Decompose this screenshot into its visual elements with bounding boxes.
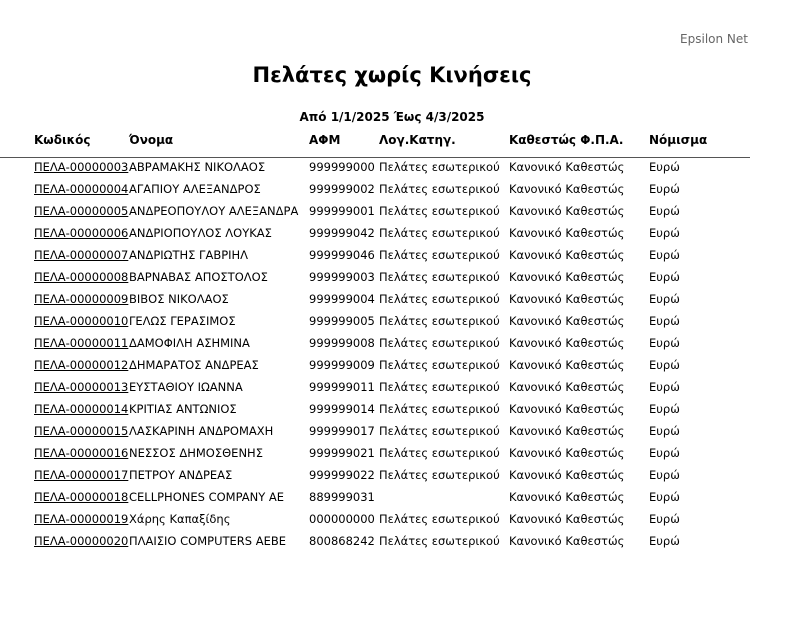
table-row — [0, 398, 750, 420]
customer-category: Πελάτες εσωτερικού — [379, 160, 500, 174]
customer-afm: 999999046 — [309, 248, 375, 262]
customer-currency: Ευρώ — [649, 380, 680, 394]
customer-name: ΑΝΔΡΕΟΠΟΥΛΟΥ ΑΛΕΞΑΝΔΡΑ — [129, 204, 299, 218]
customer-vat-status: Κανονικό Καθεστώς — [509, 380, 625, 394]
customer-name: ΑΓΑΠΙΟΥ ΑΛΕΞΑΝΔΡΟΣ — [129, 182, 261, 196]
customer-currency: Ευρώ — [649, 160, 680, 174]
column-header-currency: Νόμισμα — [649, 133, 708, 147]
customer-name: ΝΕΣΣΟΣ ΔΗΜΟΣΘΕΝΗΣ — [129, 446, 263, 460]
customer-afm: 000000000 — [309, 512, 375, 526]
customer-code-link[interactable]: ΠΕΛΑ-00000007 — [34, 248, 129, 262]
customer-vat-status: Κανονικό Καθεστώς — [509, 468, 625, 482]
table-row — [0, 464, 750, 486]
customer-afm: 999999014 — [309, 402, 375, 416]
customer-name: ΒΑΡΝΑΒΑΣ ΑΠΟΣΤΟΛΟΣ — [129, 270, 268, 284]
customer-vat-status: Κανονικό Καθεστώς — [509, 204, 625, 218]
customer-category: Πελάτες εσωτερικού — [379, 402, 500, 416]
customer-code-link[interactable]: ΠΕΛΑ-00000020 — [34, 534, 129, 548]
table-row — [0, 442, 750, 464]
customer-afm: 999999021 — [309, 446, 375, 460]
customer-category: Πελάτες εσωτερικού — [379, 314, 500, 328]
customer-name: ΠΛΑΙΣΙΟ COMPUTERS AEBE — [129, 534, 287, 548]
table-row — [0, 486, 750, 508]
customer-name: ΑΝΔΡΙΩΤΗΣ ΓΑΒΡΙΗΛ — [129, 248, 249, 262]
customer-name: ΛΑΣΚΑΡΙΝΗ ΑΝΔΡΟΜΑΧΗ — [129, 424, 274, 438]
customer-currency: Ευρώ — [649, 402, 680, 416]
customer-afm: 999999001 — [309, 204, 375, 218]
report-title: Πελάτες χωρίς Κινήσεις — [252, 63, 532, 87]
customer-vat-status: Κανονικό Καθεστώς — [509, 424, 625, 438]
column-header-code: Κωδικός — [34, 133, 91, 147]
customer-currency: Ευρώ — [649, 424, 680, 438]
customer-currency: Ευρώ — [649, 490, 680, 504]
customer-afm: 999999004 — [309, 292, 375, 306]
customer-code-link[interactable]: ΠΕΛΑ-00000017 — [34, 468, 129, 482]
customer-afm: 999999008 — [309, 336, 375, 350]
customer-code-link[interactable]: ΠΕΛΑ-00000016 — [34, 446, 129, 460]
customer-category: Πελάτες εσωτερικού — [379, 248, 500, 262]
customer-vat-status: Κανονικό Καθεστώς — [509, 160, 625, 174]
column-header-afm: ΑΦΜ — [309, 133, 341, 147]
customer-code-link[interactable]: ΠΕΛΑ-00000009 — [34, 292, 129, 306]
table-row — [0, 420, 750, 442]
customer-currency: Ευρώ — [649, 358, 680, 372]
customer-name: ΑΝΔΡΙΟΠΟΥΛΟΣ ΛΟΥΚΑΣ — [129, 226, 272, 240]
customer-category: Πελάτες εσωτερικού — [379, 512, 500, 526]
table-row — [0, 156, 750, 178]
customer-afm: 999999000 — [309, 160, 375, 174]
customer-name: Χάρης Καπαξίδης — [129, 512, 231, 526]
customer-code-link[interactable]: ΠΕΛΑ-00000011 — [34, 336, 129, 350]
customer-code-link[interactable]: ΠΕΛΑ-00000006 — [34, 226, 129, 240]
customer-name: ΓΕΛΩΣ ΓΕΡΑΣΙΜΟΣ — [129, 314, 236, 328]
customer-currency: Ευρώ — [649, 336, 680, 350]
customer-currency: Ευρώ — [649, 534, 680, 548]
customer-name: ΒΙΒΟΣ ΝΙΚΟΛΑΟΣ — [129, 292, 229, 306]
table-row — [0, 310, 750, 332]
customer-category: Πελάτες εσωτερικού — [379, 270, 500, 284]
customer-name: ΔΗΜΑΡΑΤΟΣ ΑΝΔΡΕΑΣ — [129, 358, 259, 372]
table-row — [0, 376, 750, 398]
table-row — [0, 266, 750, 288]
customer-afm: 999999042 — [309, 226, 375, 240]
customer-currency: Ευρώ — [649, 204, 680, 218]
customer-code-link[interactable]: ΠΕΛΑ-00000012 — [34, 358, 129, 372]
customer-vat-status: Κανονικό Καθεστώς — [509, 490, 625, 504]
table-row — [0, 178, 750, 200]
customer-name: ΚΡΙΤΙΑΣ ΑΝΤΩΝΙΟΣ — [129, 402, 237, 416]
customer-category: Πελάτες εσωτερικού — [379, 446, 500, 460]
report-date-range: Από 1/1/2025 Έως 4/3/2025 — [299, 110, 485, 124]
customer-vat-status: Κανονικό Καθεστώς — [509, 336, 625, 350]
customer-name: CELLPHONES COMPANY AE — [129, 490, 285, 504]
customer-category: Πελάτες εσωτερικού — [379, 336, 500, 350]
customer-code-link[interactable]: ΠΕΛΑ-00000003 — [34, 160, 129, 174]
customer-category: Πελάτες εσωτερικού — [379, 358, 500, 372]
customer-category: Πελάτες εσωτερικού — [379, 534, 500, 548]
customer-afm: 999999005 — [309, 314, 375, 328]
table-row — [0, 530, 750, 552]
customer-vat-status: Κανονικό Καθεστώς — [509, 314, 625, 328]
customer-code-link[interactable]: ΠΕΛΑ-00000005 — [34, 204, 129, 218]
customer-currency: Ευρώ — [649, 468, 680, 482]
customer-code-link[interactable]: ΠΕΛΑ-00000004 — [34, 182, 129, 196]
customer-currency: Ευρώ — [649, 248, 680, 262]
customer-currency: Ευρώ — [649, 292, 680, 306]
customer-code-link[interactable]: ΠΕΛΑ-00000010 — [34, 314, 129, 328]
brand-name: Epsilon Net — [680, 32, 748, 46]
customer-currency: Ευρώ — [649, 512, 680, 526]
column-header-vat-status: Καθεστώς Φ.Π.Α. — [509, 133, 624, 147]
customer-afm: 999999011 — [309, 380, 375, 394]
customer-currency: Ευρώ — [649, 446, 680, 460]
customer-afm: 999999017 — [309, 424, 375, 438]
table-row — [0, 354, 750, 376]
customer-vat-status: Κανονικό Καθεστώς — [509, 358, 625, 372]
customer-vat-status: Κανονικό Καθεστώς — [509, 292, 625, 306]
customer-vat-status: Κανονικό Καθεστώς — [509, 182, 625, 196]
customer-vat-status: Κανονικό Καθεστώς — [509, 446, 625, 460]
customer-category: Πελάτες εσωτερικού — [379, 226, 500, 240]
customer-category: Πελάτες εσωτερικού — [379, 204, 500, 218]
customer-category: Πελάτες εσωτερικού — [379, 380, 500, 394]
customer-afm: 800868242 — [309, 534, 375, 548]
customer-code-link[interactable]: ΠΕΛΑ-00000008 — [34, 270, 129, 284]
table-row — [0, 288, 750, 310]
customer-vat-status: Κανονικό Καθεστώς — [509, 534, 625, 548]
customer-table-body — [0, 156, 750, 552]
table-row — [0, 508, 750, 530]
customer-vat-status: Κανονικό Καθεστώς — [509, 248, 625, 262]
customer-vat-status: Κανονικό Καθεστώς — [509, 402, 625, 416]
table-header — [0, 132, 750, 158]
table-row — [0, 244, 750, 266]
customer-code-link[interactable]: ΠΕΛΑ-00000015 — [34, 424, 129, 438]
customer-afm: 999999009 — [309, 358, 375, 372]
customer-code-link[interactable]: ΠΕΛΑ-00000019 — [34, 512, 129, 526]
customer-vat-status: Κανονικό Καθεστώς — [509, 226, 625, 240]
customer-code-link[interactable]: ΠΕΛΑ-00000018 — [34, 490, 129, 504]
customer-category: Πελάτες εσωτερικού — [379, 182, 500, 196]
column-header-category: Λογ.Κατηγ. — [379, 133, 456, 147]
customer-name: ΑΒΡΑΜΑΚΗΣ ΝΙΚΟΛΑΟΣ — [129, 160, 266, 174]
table-row — [0, 222, 750, 244]
customer-currency: Ευρώ — [649, 314, 680, 328]
customer-category: Πελάτες εσωτερικού — [379, 424, 500, 438]
customer-code-link[interactable]: ΠΕΛΑ-00000013 — [34, 380, 129, 394]
customer-vat-status: Κανονικό Καθεστώς — [509, 270, 625, 284]
customer-name: ΔΑΜΟΦΙΛΗ ΑΣΗΜΙΝΑ — [129, 336, 250, 350]
customer-code-link[interactable]: ΠΕΛΑ-00000014 — [34, 402, 129, 416]
column-header-name: Όνομα — [129, 133, 174, 147]
customer-name: ΕΥΣΤΑΘΙΟΥ ΙΩΑΝΝΑ — [129, 380, 243, 394]
customer-currency: Ευρώ — [649, 270, 680, 284]
customer-afm: 999999022 — [309, 468, 375, 482]
table-row — [0, 200, 750, 222]
customer-currency: Ευρώ — [649, 182, 680, 196]
customer-vat-status: Κανονικό Καθεστώς — [509, 512, 625, 526]
customer-currency: Ευρώ — [649, 226, 680, 240]
customer-name: ΠΕΤΡΟΥ ΑΝΔΡΕΑΣ — [129, 468, 233, 482]
customer-afm: 999999003 — [309, 270, 375, 284]
customer-afm: 889999031 — [309, 490, 375, 504]
customer-category: Πελάτες εσωτερικού — [379, 292, 500, 306]
customer-category: Πελάτες εσωτερικού — [379, 468, 500, 482]
customer-afm: 999999002 — [309, 182, 375, 196]
table-row — [0, 332, 750, 354]
